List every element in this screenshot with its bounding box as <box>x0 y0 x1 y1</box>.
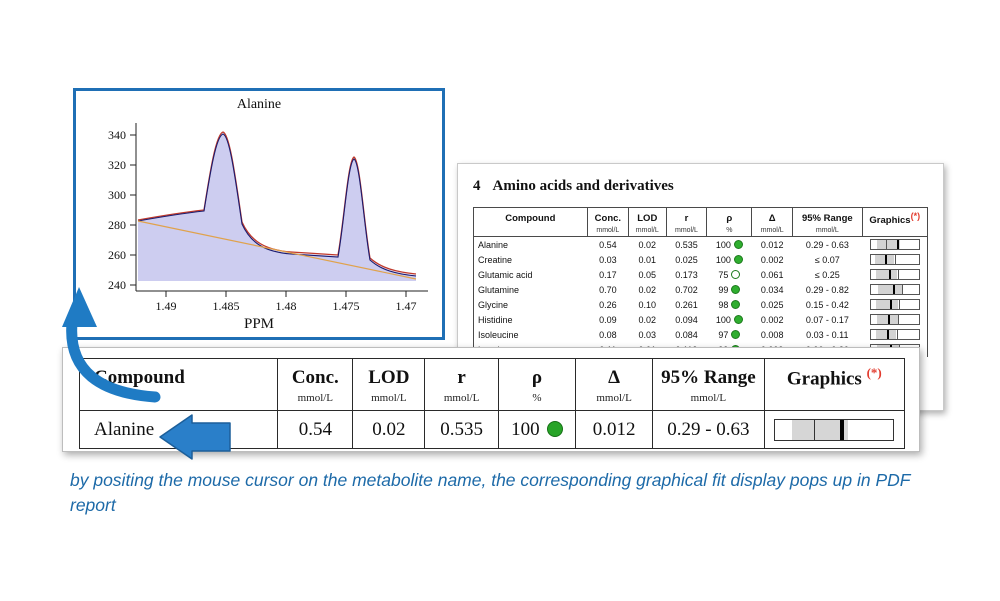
zoom-col-lod: LOD <box>353 359 425 393</box>
callout-arrow-to-spectrum <box>60 275 180 405</box>
zoom-unit-graphics <box>764 392 904 411</box>
cell-compound[interactable]: Glycine <box>474 297 588 312</box>
cell-delta: 0.002 <box>752 252 793 267</box>
zoom-col-r: r <box>425 359 499 393</box>
status-dot-icon <box>731 300 740 309</box>
cell-delta: 0.008 <box>752 327 793 342</box>
table-row[interactable] <box>474 252 928 267</box>
col-graphics: Graphics(*) <box>862 208 927 228</box>
cell-delta: 0.002 <box>752 312 793 327</box>
cell-delta: 0.025 <box>752 297 793 312</box>
zoom-cell-range: 0.29 - 0.63 <box>653 411 764 449</box>
cell-conc: 0.54 <box>587 237 628 253</box>
cell-conc: 0.09 <box>587 312 628 327</box>
zoom-unit-r: mmol/L <box>425 392 499 411</box>
y-tick-label: 340 <box>108 128 126 142</box>
col-delta: Δ <box>752 208 793 228</box>
table-row[interactable] <box>474 297 928 312</box>
peak-fill-area <box>138 133 416 281</box>
y-tick-label: 300 <box>108 188 126 202</box>
cell-r: 0.261 <box>666 297 707 312</box>
zoom-cell-graphics <box>764 411 904 449</box>
table-row[interactable] <box>474 282 928 297</box>
range-graphic <box>870 329 920 340</box>
table-row[interactable] <box>474 267 928 282</box>
cell-compound[interactable]: Creatine <box>474 252 588 267</box>
status-dot-icon <box>734 315 743 324</box>
y-tick-label: 240 <box>108 278 126 292</box>
zoom-col-conc: Conc. <box>278 359 353 393</box>
zoom-col-graphics: Graphics (*) <box>764 359 904 393</box>
zoom-cell-rho: 100 <box>498 411 575 449</box>
cell-rho: 100 <box>707 237 752 253</box>
cell-delta: 0.034 <box>752 282 793 297</box>
zoom-unit-delta: mmol/L <box>575 392 652 411</box>
zoom-cell-compound[interactable]: Alanine <box>80 411 278 449</box>
cell-graphics <box>862 297 927 312</box>
zoom-col-rho: ρ <box>498 359 575 393</box>
cell-graphics <box>862 327 927 342</box>
figure-caption: by positing the mouse cursor on the metabolite name, the corresponding graphical fit display pops up in PDF report <box>70 470 911 515</box>
table-row[interactable] <box>474 237 928 253</box>
zoom-col-delta: Δ <box>575 359 652 393</box>
cell-lod: 0.02 <box>629 237 666 253</box>
zoom-col-range: 95% Range <box>653 359 764 393</box>
zoom-unit-lod: mmol/L <box>353 392 425 411</box>
zoom-unit-rho: % <box>498 392 575 411</box>
range-graphic <box>870 284 920 295</box>
x-tick-label: 1.48 <box>275 299 297 313</box>
cell-graphics <box>862 312 927 327</box>
table-header-row <box>474 208 928 228</box>
cell-r: 0.702 <box>666 282 707 297</box>
cell-graphics <box>862 252 927 267</box>
cell-range: 0.07 - 0.17 <box>793 312 862 327</box>
cell-range: 0.29 - 0.63 <box>793 237 862 253</box>
zoom-unit-conc: mmol/L <box>278 392 353 411</box>
col-conc: Conc. <box>587 208 628 228</box>
unit-rho: % <box>707 227 752 237</box>
unit-r: mmol/L <box>666 227 707 237</box>
zoom-header-row <box>80 359 905 393</box>
cell-compound[interactable]: Alanine <box>474 237 588 253</box>
status-dot-icon <box>731 330 740 339</box>
graphics-asterisk: (*) <box>910 211 921 221</box>
zoom-unit-row <box>80 392 905 411</box>
report-results-table <box>473 207 928 357</box>
zoom-cell-delta: 0.012 <box>575 411 652 449</box>
status-dot-icon <box>731 285 740 294</box>
cell-r: 0.094 <box>666 312 707 327</box>
zoom-cell-conc: 0.54 <box>278 411 353 449</box>
cell-range: ≤ 0.07 <box>793 252 862 267</box>
cell-lod: 0.03 <box>629 327 666 342</box>
cell-lod: 0.01 <box>629 252 666 267</box>
cell-range: 0.29 - 0.82 <box>793 282 862 297</box>
cell-delta: 0.012 <box>752 237 793 253</box>
cell-compound[interactable]: Glutamic acid <box>474 267 588 282</box>
table-row[interactable] <box>474 312 928 327</box>
cell-rho: 100 <box>707 252 752 267</box>
y-tick-label: 320 <box>108 158 126 172</box>
cell-graphics <box>862 237 927 253</box>
cell-compound[interactable]: Glutamine <box>474 282 588 297</box>
status-dot-icon <box>734 240 743 249</box>
unit-conc: mmol/L <box>587 227 628 237</box>
range-graphic <box>774 419 894 441</box>
cell-rho: 75 <box>707 267 752 282</box>
cell-delta: 0.061 <box>752 267 793 282</box>
cell-conc: 0.08 <box>587 327 628 342</box>
x-tick-label: 1.475 <box>332 299 360 313</box>
status-dot-icon <box>547 421 563 437</box>
cell-graphics <box>862 267 927 282</box>
col-compound: Compound <box>474 208 588 228</box>
cursor-arrow-icon <box>152 413 236 463</box>
cell-lod: 0.02 <box>629 312 666 327</box>
spectrum-x-axis-label: PPM <box>243 316 275 332</box>
cell-r: 0.025 <box>666 252 707 267</box>
cell-lod: 0.10 <box>629 297 666 312</box>
cell-graphics <box>862 282 927 297</box>
y-tick-label: 280 <box>108 218 126 232</box>
report-section-heading <box>473 178 674 195</box>
cell-lod: 0.02 <box>629 282 666 297</box>
unit-delta: mmol/L <box>752 227 793 237</box>
zoom-cell-r: 0.535 <box>425 411 499 449</box>
x-tick-label: 1.47 <box>395 299 417 313</box>
unit-graphics <box>862 227 927 237</box>
cell-r: 0.535 <box>666 237 707 253</box>
unit-compound <box>474 227 588 237</box>
section-title: Amino acids and derivatives <box>492 178 674 194</box>
x-tick-label: 1.49 <box>155 299 177 313</box>
cell-rho: 99 <box>707 282 752 297</box>
cell-conc: 0.70 <box>587 282 628 297</box>
cell-r: 0.173 <box>666 267 707 282</box>
unit-range: mmol/L <box>793 227 862 237</box>
cell-rho: 97 <box>707 327 752 342</box>
cell-conc: 0.26 <box>587 297 628 312</box>
range-graphic <box>870 254 920 265</box>
unit-lod: mmol/L <box>629 227 666 237</box>
table-row[interactable] <box>474 327 928 342</box>
cell-conc: 0.17 <box>587 267 628 282</box>
zoom-col-compound: Compound <box>80 359 278 393</box>
cell-r: 0.084 <box>666 327 707 342</box>
cell-compound[interactable]: Histidine <box>474 312 588 327</box>
status-dot-icon <box>734 255 743 264</box>
y-tick-label: 260 <box>108 248 126 262</box>
cell-conc: 0.03 <box>587 252 628 267</box>
col-range: 95% Range <box>793 208 862 228</box>
cell-range: 0.03 - 0.11 <box>793 327 862 342</box>
range-graphic <box>870 314 920 325</box>
cell-range: 0.15 - 0.42 <box>793 297 862 312</box>
col-r: r <box>666 208 707 228</box>
spectrum-title: Alanine <box>236 97 282 112</box>
zoom-cell-lod: 0.02 <box>353 411 425 449</box>
cell-lod: 0.05 <box>629 267 666 282</box>
cell-range: ≤ 0.25 <box>793 267 862 282</box>
zoom-unit-range: mmol/L <box>653 392 764 411</box>
cell-rho: 100 <box>707 312 752 327</box>
zoom-graphics-asterisk: (*) <box>866 365 882 380</box>
x-tick-label: 1.485 <box>212 299 240 313</box>
cell-rho: 98 <box>707 297 752 312</box>
col-lod: LOD <box>629 208 666 228</box>
section-number: 4 <box>473 178 481 194</box>
range-graphic <box>870 269 920 280</box>
col-rho: ρ <box>707 208 752 228</box>
cell-compound[interactable]: Isoleucine <box>474 327 588 342</box>
status-dot-icon <box>731 270 740 279</box>
range-graphic <box>870 239 920 250</box>
table-unit-row <box>474 227 928 237</box>
range-graphic <box>870 299 920 310</box>
